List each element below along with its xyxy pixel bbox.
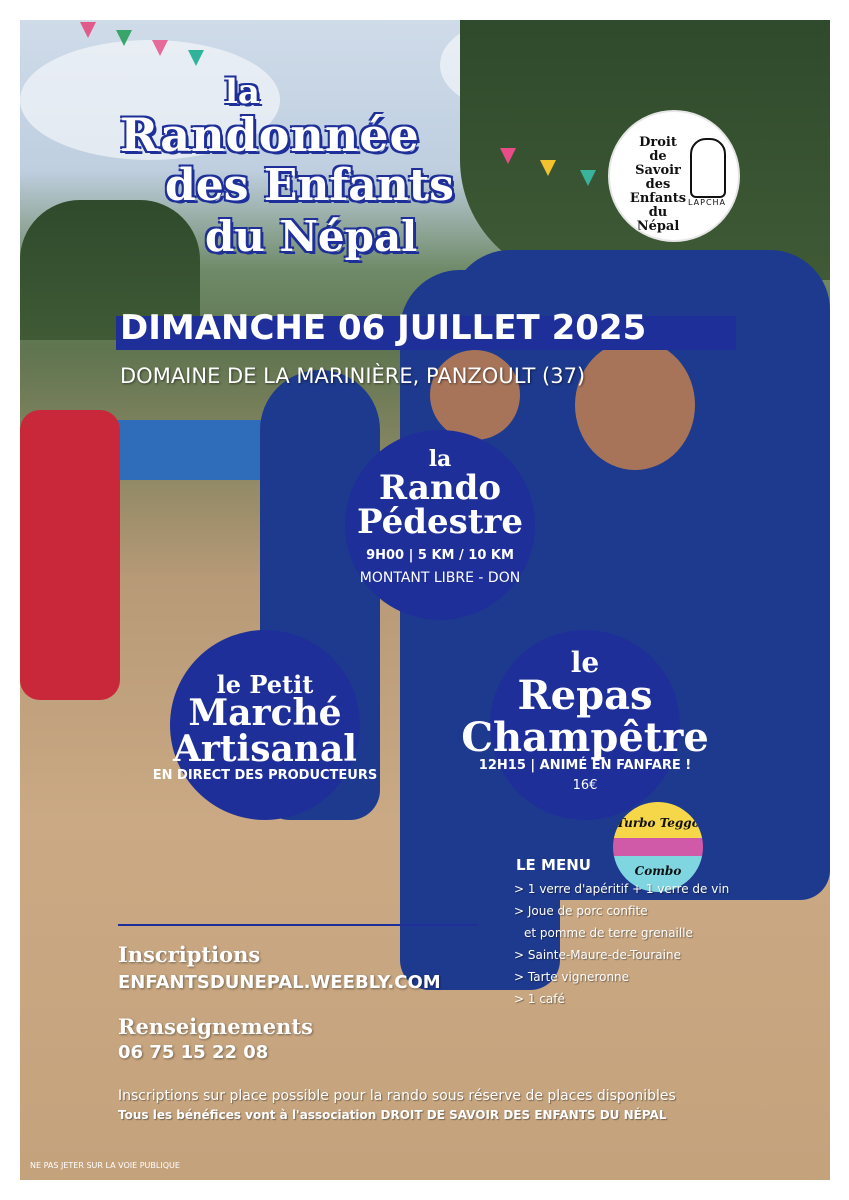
footer-benefits: Tous les bénéfices vont à l'association DROIT DE SAVOIR DES ENFANTS DU NÉPAL xyxy=(118,1108,667,1122)
title-line-du-nepal: du Népal xyxy=(205,212,418,261)
bunting-flag xyxy=(580,170,596,186)
band-name-bottom: Combo xyxy=(634,864,682,878)
renseignements-label: Renseignements xyxy=(118,1014,313,1039)
repas-title-small: le xyxy=(570,646,600,679)
event-venue: DOMAINE DE LA MARINIÈRE, PANZOULT (37) xyxy=(120,364,586,388)
inscriptions-label: Inscriptions xyxy=(118,942,261,967)
repas-price: 16€ xyxy=(572,778,598,793)
bunting-flag xyxy=(116,30,132,46)
repas-details: 12H15 | ANIMÉ EN FANFARE ! xyxy=(478,758,692,773)
logo-word: Droit xyxy=(639,135,677,150)
menu-list xyxy=(514,878,729,1010)
repas-title-main: Repas xyxy=(517,672,653,719)
menu-title: LE MENU xyxy=(516,856,591,874)
association-logo xyxy=(610,112,738,240)
menu-item: > 1 verre d'apéritif + 1 verre de vin xyxy=(514,882,730,896)
praying-figure-icon xyxy=(690,138,726,198)
section-divider xyxy=(118,924,478,926)
bunting-flag xyxy=(80,22,96,38)
menu-item: > 1 café xyxy=(514,992,565,1006)
menu-item: et pomme de terre grenaille xyxy=(524,926,693,940)
rando-title-main: Rando xyxy=(378,468,502,508)
background-child-face xyxy=(575,340,695,470)
event-date: DIMANCHE 06 JUILLET 2025 xyxy=(120,308,647,348)
title-line-randonnee: Randonnée xyxy=(120,108,420,162)
bunting-flag xyxy=(152,40,168,56)
background-adult xyxy=(20,410,120,700)
rando-details: 9H00 | 5 KM / 10 KM xyxy=(366,548,514,563)
title-line-des-enfants: des Enfants xyxy=(165,160,454,211)
title-line-la: la xyxy=(225,72,260,112)
logo-subtitle: LAPCHA xyxy=(688,198,727,207)
logo-word: Enfants xyxy=(629,191,687,206)
marche-title-main: Marché xyxy=(188,692,342,734)
repas-title-second: Champêtre xyxy=(461,714,709,761)
inscriptions-website[interactable]: ENFANTSDUNEPAL.WEEBLY.COM xyxy=(118,972,441,993)
bunting-flag xyxy=(500,148,516,164)
marche-title-small: le Petit xyxy=(216,670,314,699)
renseignements-phone[interactable]: 06 75 15 22 08 xyxy=(118,1042,269,1063)
footer-note: Inscriptions sur place possible pour la rando sous réserve de places disponibles xyxy=(118,1088,676,1104)
rando-price: MONTANT LIBRE - DON xyxy=(359,570,521,586)
menu-item: > Sainte-Maure-de-Touraine xyxy=(514,948,681,962)
menu-item: > Tarte vigneronne xyxy=(514,970,630,984)
fine-print: NE PAS JETER SUR LA VOIE PUBLIQUE xyxy=(30,1161,180,1170)
marche-title-second: Artisanal xyxy=(173,728,357,770)
logo-word: des xyxy=(645,177,671,192)
logo-word: de xyxy=(649,149,667,164)
logo-text xyxy=(626,136,690,234)
menu-item: > Joue de porc confite xyxy=(514,904,648,918)
bunting-flag xyxy=(188,50,204,66)
logo-word: du xyxy=(648,205,668,220)
rando-title-second: Pédestre xyxy=(356,502,524,542)
logo-word: Népal xyxy=(636,219,680,234)
rando-title-small: la xyxy=(428,446,452,472)
logo-word: Savoir xyxy=(635,163,681,178)
poster xyxy=(20,20,830,1180)
band-name-top: Turbo Teggo xyxy=(616,816,700,830)
marche-details: EN DIRECT DES PRODUCTEURS xyxy=(152,768,378,783)
bunting-flag xyxy=(540,160,556,176)
